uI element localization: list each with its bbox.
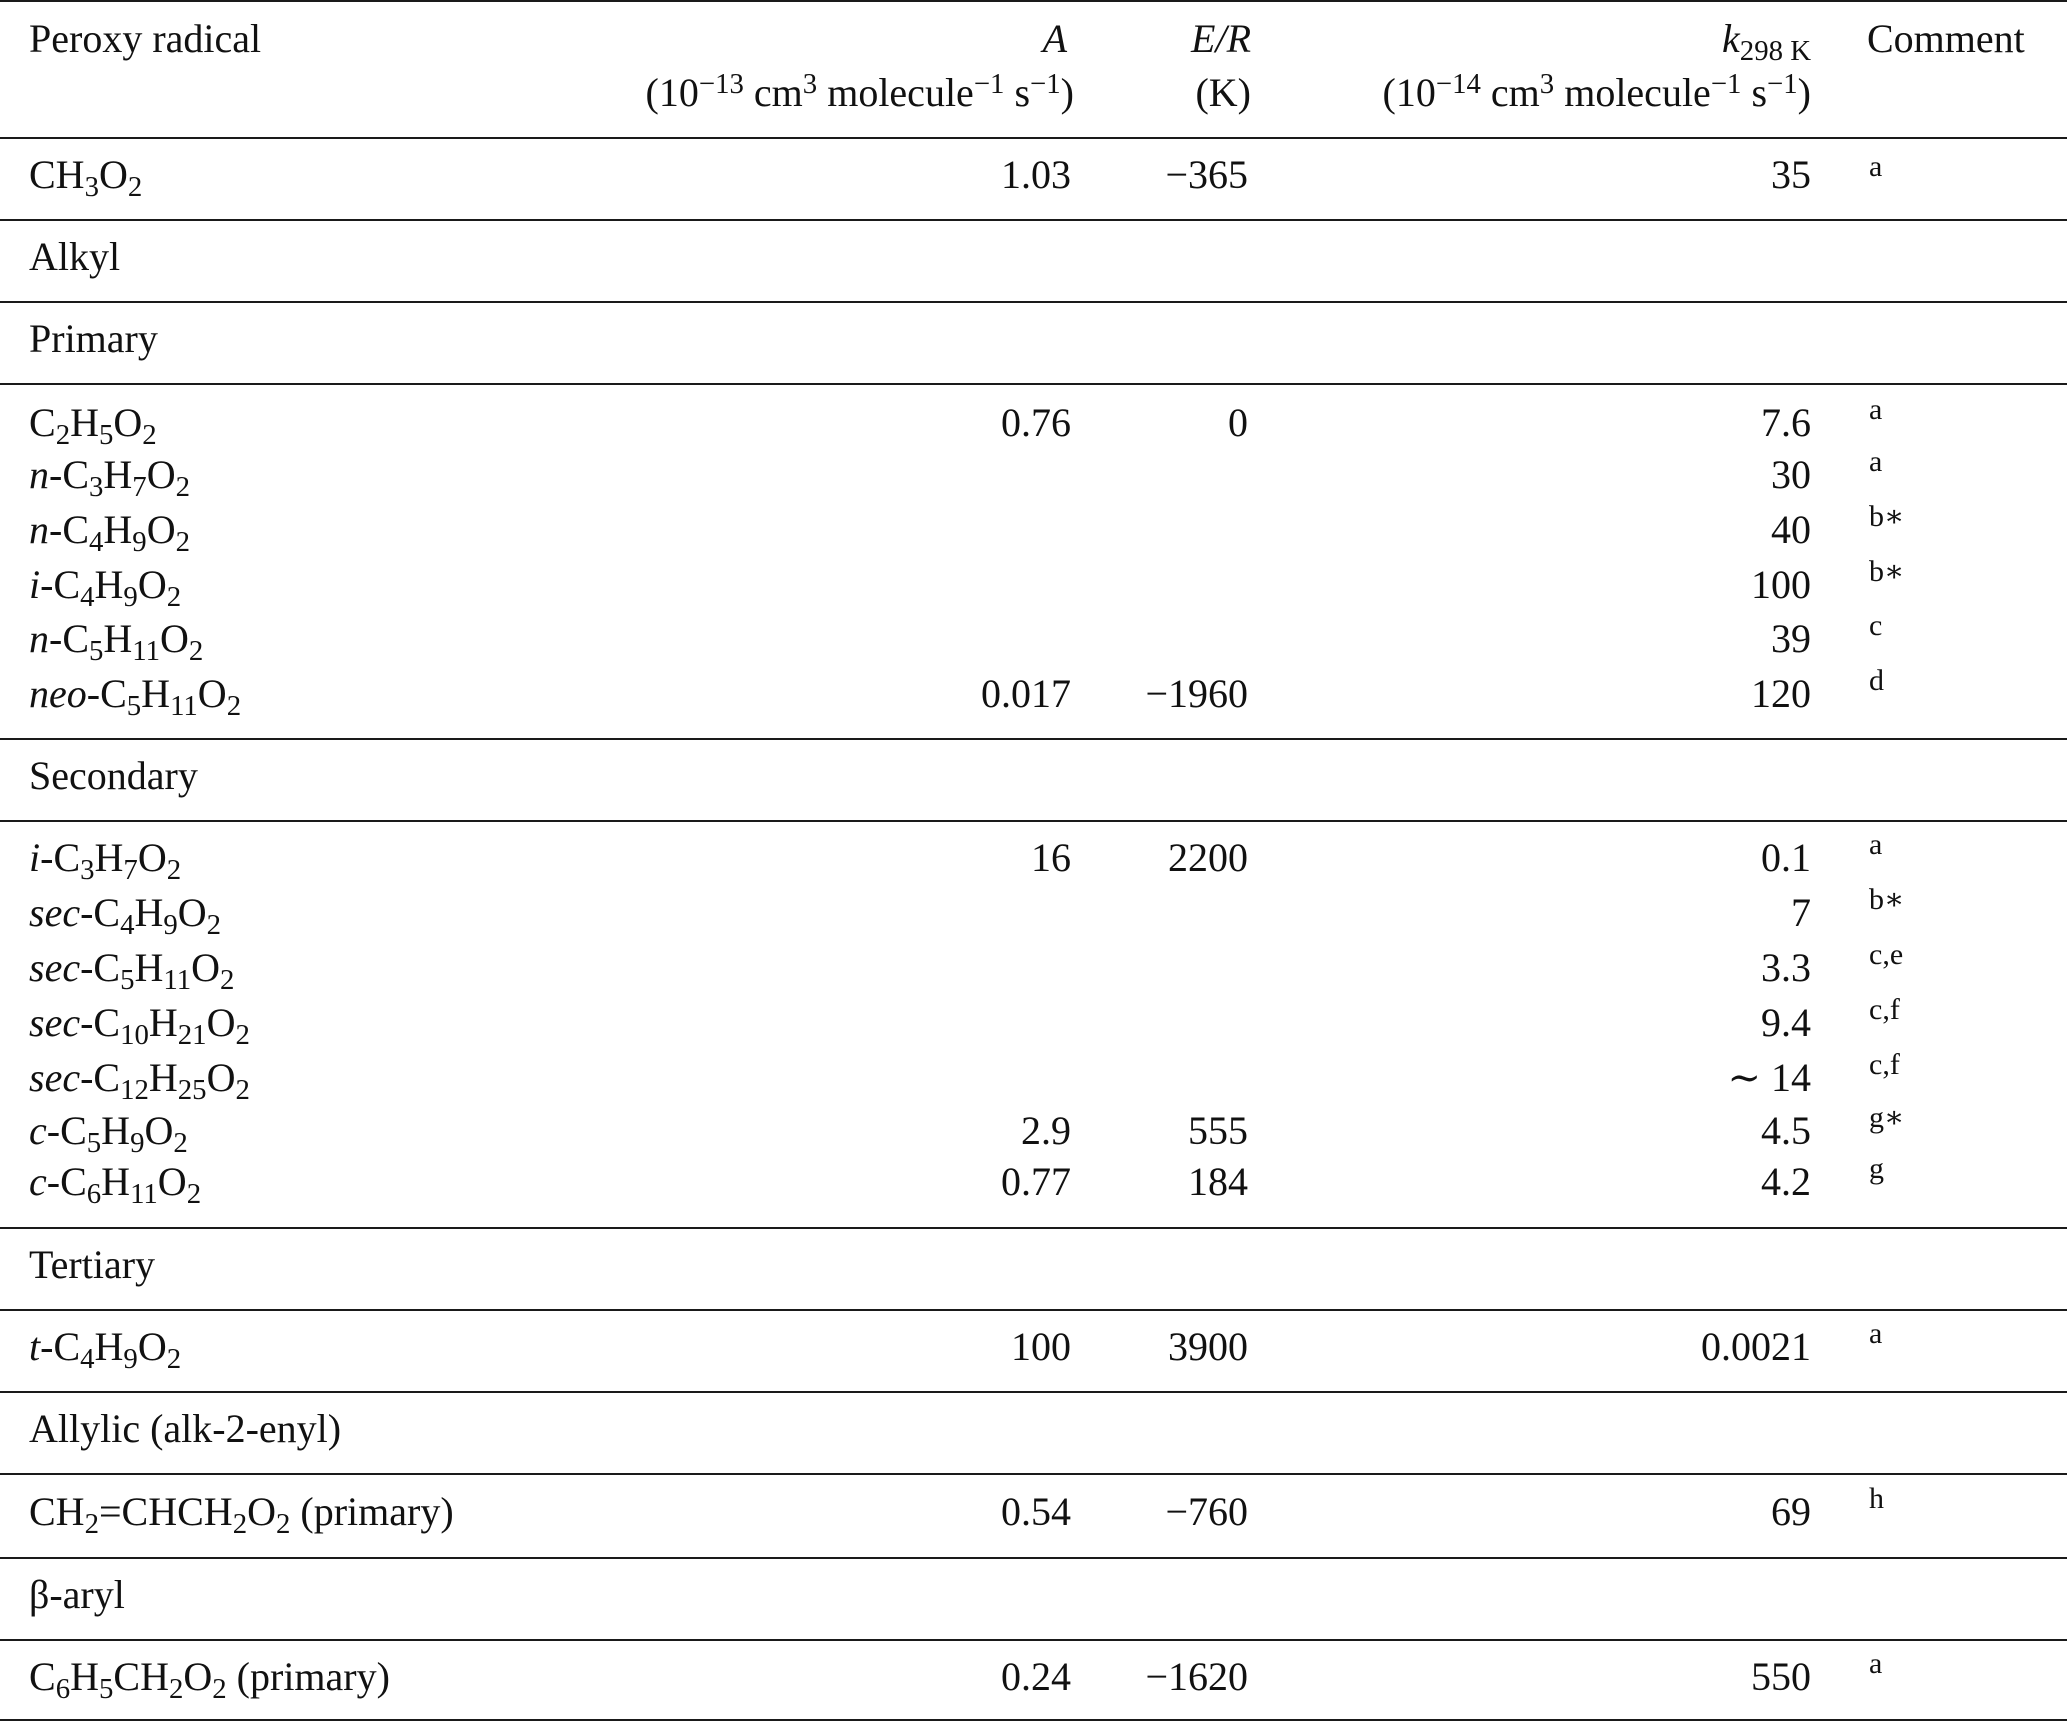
radical-name: $\sec-C_{12}H_{25}O_2$ xyxy=(29,1055,250,1107)
a-value: 16 xyxy=(1031,835,1071,880)
row-rule xyxy=(0,1557,2067,1559)
a-value: 1.03 xyxy=(1001,152,1071,197)
k-value: 120 xyxy=(1751,671,1811,716)
k-value: 0.0021 xyxy=(1701,1324,1811,1369)
er-value: −365 xyxy=(1165,152,1248,197)
k-value: 39 xyxy=(1771,616,1811,661)
radical-name: $i-C_3H_7O_2$ xyxy=(29,835,182,887)
er-value: 555 xyxy=(1188,1108,1248,1153)
comment-note: b∗ xyxy=(1869,555,1905,588)
row-rule xyxy=(0,1639,2067,1641)
a-value: 2.9 xyxy=(1021,1108,1071,1153)
er-value: 0 xyxy=(1228,400,1248,445)
comment-note: c,f xyxy=(1869,1048,1900,1081)
header-a-symbol: A xyxy=(1042,16,1067,61)
header-a-unit: ($10^{-13}$ $cm^3$ molecule$^{-1}$ $s^{-1}$) xyxy=(645,68,1074,115)
a-value: 0.54 xyxy=(1001,1489,1071,1534)
a-value: 0.017 xyxy=(981,671,1071,716)
k-value: 0.1 xyxy=(1761,835,1811,880)
radical-name: $n-C_4H_9O_2$ xyxy=(29,507,190,559)
radical-name: $n-C_3H_7O_2$ xyxy=(29,452,190,504)
a-value: 0.76 xyxy=(1001,400,1071,445)
k-value: 4.5 xyxy=(1761,1108,1811,1153)
section-label: Primary xyxy=(29,316,158,361)
comment-note: a xyxy=(1869,1647,1883,1680)
radical-name: $i-C_4H_9O_2$ xyxy=(29,562,182,614)
section-label: β-aryl xyxy=(29,1572,125,1617)
a-value: 0.77 xyxy=(1001,1159,1071,1204)
header-k-symbol: $k_{298 K}$ xyxy=(1722,16,1811,68)
er-value: −1960 xyxy=(1145,671,1248,716)
row-rule xyxy=(0,1391,2067,1393)
row-rule xyxy=(0,820,2067,822)
comment-note: b∗ xyxy=(1869,500,1905,533)
comment-note: h xyxy=(1869,1482,1884,1515)
k-value: 7.6 xyxy=(1761,400,1811,445)
section-label: Allylic (alk-2-enyl) xyxy=(29,1406,342,1451)
k-value: ∼ 14 xyxy=(1727,1055,1811,1100)
a-value: 100 xyxy=(1011,1324,1071,1369)
table-top-rule xyxy=(0,0,2067,2)
k-value: 30 xyxy=(1771,452,1811,497)
header-bottom-rule xyxy=(0,137,2067,139)
header-er-symbol: E/R xyxy=(1191,16,1251,61)
radical-name: $\sec-C_{10}H_{21}O_2$ xyxy=(29,1000,250,1052)
radical-name: $CH_2=CHCH_2O_2$ (primary) xyxy=(29,1489,454,1541)
er-value: −1620 xyxy=(1145,1654,1248,1699)
row-rule xyxy=(0,1227,2067,1229)
radical-name: $C_6H_5CH_2O_2$ (primary) xyxy=(29,1654,390,1706)
section-label: Alkyl xyxy=(29,234,121,279)
radical-name: $CH_3O_2$ xyxy=(29,152,143,204)
row-rule xyxy=(0,301,2067,303)
er-value: 3900 xyxy=(1168,1324,1248,1369)
header-k-unit: ($10^{-14}$ $cm^3$ molecule$^{-1}$ $s^{-1}$) xyxy=(1382,68,1811,115)
er-value: 184 xyxy=(1188,1159,1248,1204)
radical-name: $c-C_6H_{11}O_2$ xyxy=(29,1159,202,1211)
k-value: 7 xyxy=(1791,890,1811,935)
k-value: 550 xyxy=(1751,1654,1811,1699)
comment-note: a xyxy=(1869,150,1883,183)
comment-note: c,e xyxy=(1869,938,1904,971)
radical-name: $C_2H_5O_2$ xyxy=(29,400,157,452)
k-value: 4.2 xyxy=(1761,1159,1811,1204)
radical-name: $n-C_5H_{11}O_2$ xyxy=(29,616,204,668)
row-rule xyxy=(0,383,2067,385)
comment-note: g xyxy=(1869,1152,1884,1185)
comment-note: a xyxy=(1869,393,1883,426)
comment-note: d xyxy=(1869,664,1884,697)
header-comment: Comment xyxy=(1867,16,2025,61)
row-rule xyxy=(0,219,2067,221)
k-value: 40 xyxy=(1771,507,1811,552)
comment-note: a xyxy=(1869,1317,1883,1350)
comment-note: a xyxy=(1869,828,1883,861)
header-peroxy-radical: Peroxy radical xyxy=(29,16,262,61)
header-er-unit: (K) xyxy=(1195,70,1251,115)
k-value: 35 xyxy=(1771,152,1811,197)
comment-note: b∗ xyxy=(1869,883,1905,916)
radical-name: $c-C_5H_9O_2$ xyxy=(29,1108,188,1160)
radical-name: $\sec-C_5H_{11}O_2$ xyxy=(29,945,235,997)
radical-name: $\sec-C_4H_9O_2$ xyxy=(29,890,222,942)
er-value: −760 xyxy=(1165,1489,1248,1534)
section-label: Secondary xyxy=(29,753,198,798)
row-rule xyxy=(0,738,2067,740)
table-bottom-rule xyxy=(0,1719,2067,1721)
comment-note: g∗ xyxy=(1869,1101,1905,1134)
row-rule xyxy=(0,1473,2067,1475)
radical-name: neo-$C_5H_{11}O_2$ xyxy=(29,671,242,723)
comment-note: c,f xyxy=(1869,993,1900,1026)
er-value: 2200 xyxy=(1168,835,1248,880)
row-rule xyxy=(0,1309,2067,1311)
k-value: 100 xyxy=(1751,562,1811,607)
comment-note: a xyxy=(1869,445,1883,478)
radical-name: $t-C_4H_9O_2$ xyxy=(29,1324,182,1376)
comment-note: c xyxy=(1869,609,1883,642)
section-label: Tertiary xyxy=(29,1242,156,1287)
k-value: 9.4 xyxy=(1761,1000,1811,1045)
k-value: 3.3 xyxy=(1761,945,1811,990)
k-value: 69 xyxy=(1771,1489,1811,1534)
a-value: 0.24 xyxy=(1001,1654,1071,1699)
